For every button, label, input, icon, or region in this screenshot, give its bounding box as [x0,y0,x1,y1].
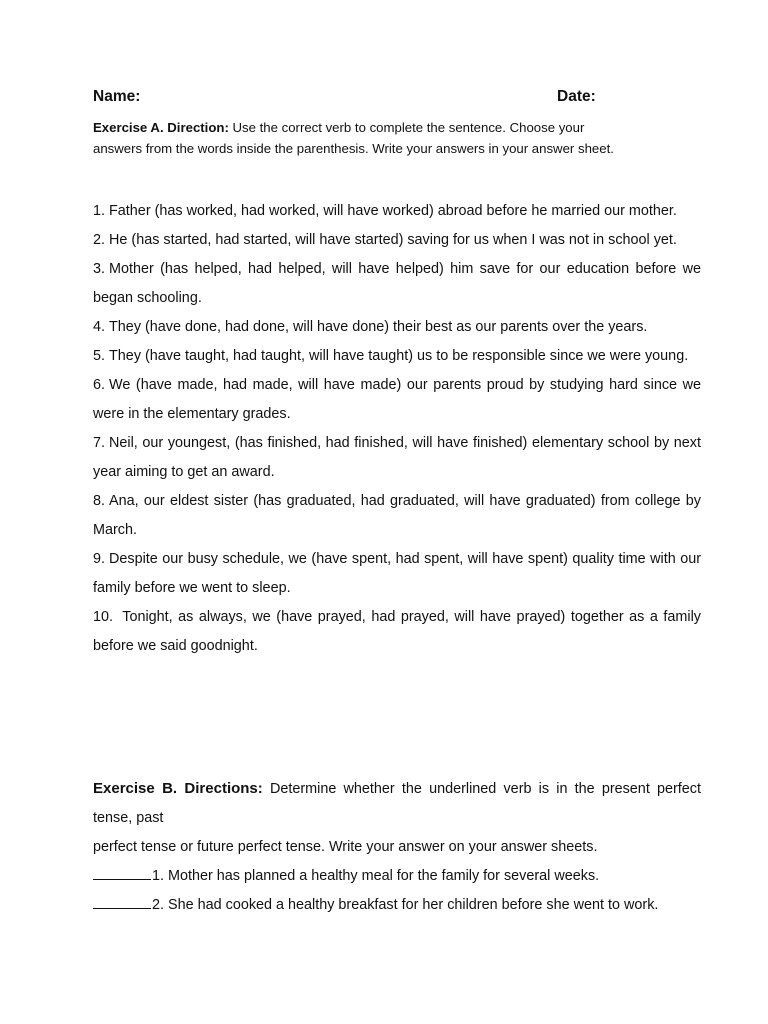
exercise-b-direction-continued: perfect tense or future perfect tense. Write your answer on your answer sheets. [93,839,598,855]
exercise-a-item [93,255,701,313]
exercise-a-item [93,313,701,342]
exercise-a-heading: Exercise A. Direction: [93,120,229,135]
item-text: Mother has planned a healthy meal for the family for several weeks. [164,868,600,884]
item-number: 4. [93,319,106,335]
exercise-a-item [93,429,701,487]
header-row [93,88,701,110]
item-number: 1. [93,203,106,219]
item-text: They (have taught, had taught, will have taught) us to be responsible since we were young. [109,348,689,364]
exercise-a-item [93,226,701,255]
item-text: Mother (has helped, had helped, will have helped) him save for our education before we began schooling. [93,261,701,306]
item-text: Ana, our eldest sister (has graduated, had graduated, will have graduated) from college by March. [93,493,701,538]
item-number: 2. [152,897,165,913]
exercise-a-items [93,197,701,661]
item-number: 8. [93,493,106,509]
item-text: They (have done, had done, will have done) their best as our parents over the years. [109,319,648,335]
item-text: Despite our busy schedule, we (have spent, had spent, will have spent) quality time with our family before we went to sleep. [93,551,701,596]
exercise-a-item [93,545,701,603]
item-number: 6. [93,377,106,393]
item-text: Father (has worked, had worked, will have worked) abroad before he married our mother. [109,203,677,219]
exercise-b [93,774,701,920]
name-label: Name: [93,88,141,105]
item-number: 7. [93,435,106,451]
item-number: 10. [93,609,114,625]
item-number: 3. [93,261,106,277]
answer-blank[interactable] [93,865,151,880]
item-number: 1. [152,868,165,884]
item-text: We (have made, had made, will have made) our parents proud by studying hard since we were in the elementary grades. [93,377,701,422]
exercise-b-item [93,891,701,920]
exercise-a-item [93,197,701,226]
exercise-a-direction [93,118,623,159]
answer-blank[interactable] [93,894,151,909]
exercise-b-item [93,862,701,891]
item-number: 9. [93,551,106,567]
exercise-b-direction [93,774,701,833]
item-text: She had cooked a healthy breakfast for her children before she went to work. [164,897,659,913]
item-text: He (has started, had started, will have started) saving for us when I was not in school yet. [109,232,677,248]
item-number: 5. [93,348,106,364]
exercise-a-item [93,487,701,545]
date-label: Date: [557,88,596,105]
exercise-a-instructions: Use the correct verb to complete the sentence. Choose your answers from the words inside the parenthesis. Write your answers in your answer sheet. [93,120,614,156]
exercise-b-instructions: Determine whether the underlined verb is in the present perfect tense, past [93,781,701,826]
item-text: Neil, our youngest, (has finished, had finished, will have finished) elementary school by next year aiming to get an award. [93,435,701,480]
item-number: 2. [93,232,106,248]
exercise-a-item [93,603,701,661]
exercise-b-heading: Exercise B. Directions: [93,780,263,797]
exercise-a-item [93,342,701,371]
exercise-a-item [93,371,701,429]
item-text: Tonight, as always, we (have prayed, had prayed, will have prayed) together as a family before we said goodnight. [93,609,701,654]
